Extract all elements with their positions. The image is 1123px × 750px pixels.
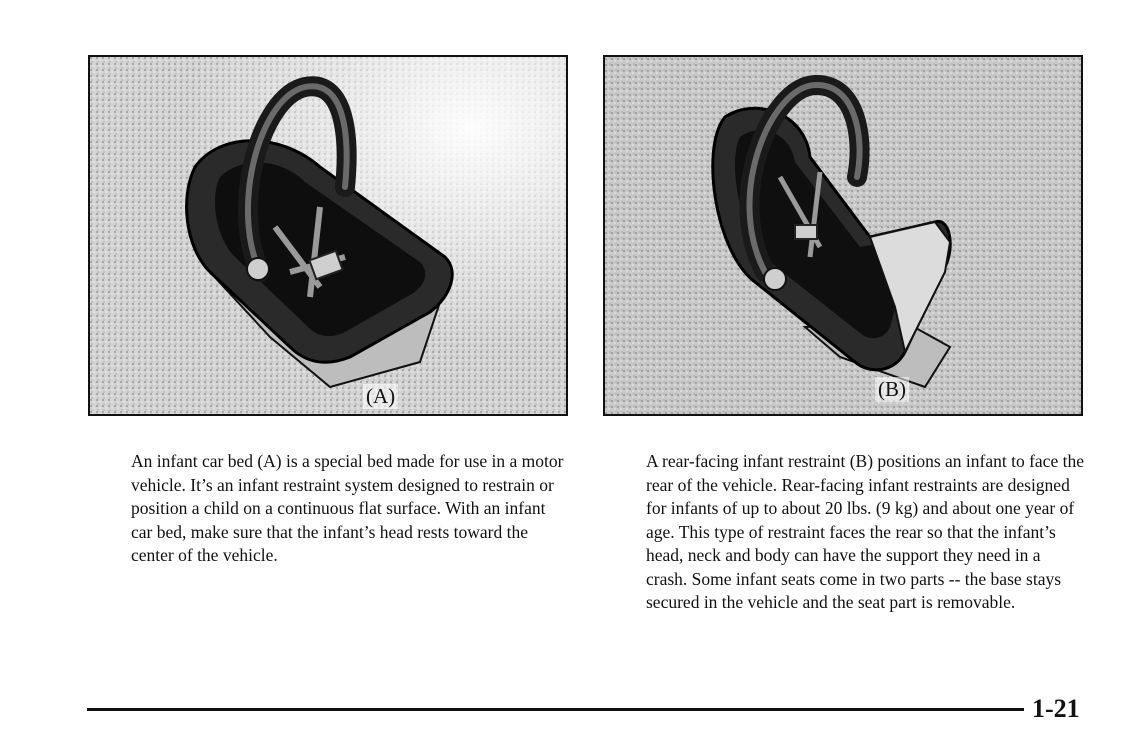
infant-car-bed-paragraph: An infant car bed (A) is a special bed made for use in a motor vehicle. It’s an infant restraint system designed to restrain or position a child on a continuous flat surface. With an infant car bed, make sure that the infant’s head rests toward the center of the vehicle. (131, 451, 564, 565)
rear-facing-infant-restraint-illustration (605, 57, 1081, 414)
rear-facing-infant-restraint-figure (603, 55, 1083, 416)
figure-label-b: (B) (875, 377, 909, 402)
page-number: 1-21 (1032, 694, 1080, 723)
rear-facing-restraint-paragraph: A rear-facing infant restraint (B) positions an infant to face the rear of the vehicle. Rear-facing infant restraints are designed for infants of up to about 20 lbs. (9 kg) and about one year of age. This type of restraint faces the rear so that the infant’s head, neck and body can have the support they need in a crash. Some infant seats come in two parts -- the base stays secured in the vehicle and the seat part is removable. (646, 451, 1084, 612)
figure-label-a: (A) (363, 384, 398, 409)
footer-rule (87, 708, 1024, 711)
infant-car-bed-figure (88, 55, 568, 416)
infant-car-bed-illustration (90, 57, 566, 414)
